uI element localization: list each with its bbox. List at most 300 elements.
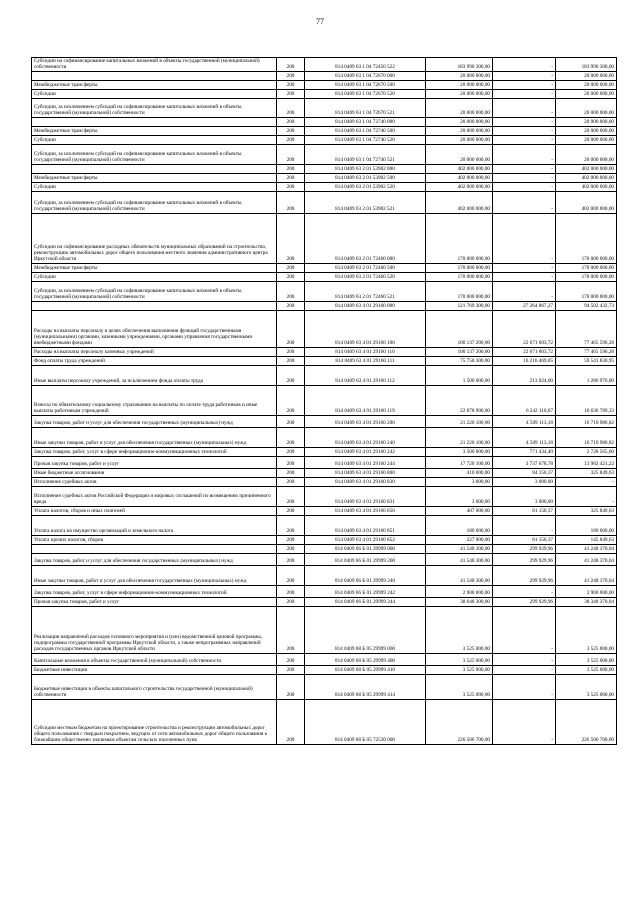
cell-c: 41 248 370,04	[556, 544, 617, 553]
table-row	[32, 606, 617, 653]
table-row	[32, 674, 617, 699]
cell-adm: 200	[277, 310, 305, 347]
cell-code: 814 0409 68 Б 05 29999 000	[305, 606, 426, 653]
cell-c: 2 728 565,60	[556, 447, 617, 456]
cell-name: Исполнение судебных актов Российской Федерации и мировых соглашений по возмещению причиненного вреда	[32, 486, 277, 506]
table-row	[32, 653, 617, 665]
cell-name: Субсидии, за исключением субсидий на софинансирование капитальных вложений в объекты государственной (муниципальной) собственности	[32, 281, 277, 301]
cell-c: 20 000 000,00	[556, 135, 617, 144]
table-row	[32, 98, 617, 117]
cell-code: 814 0409 63 2 01 72460 520	[305, 272, 426, 281]
cell-c: 183 990 300,00	[556, 58, 617, 72]
cell-b: -	[493, 164, 556, 173]
cell-a: 21 220 100,00	[426, 427, 493, 447]
cell-a: 170 000 000,00	[426, 263, 493, 272]
cell-b: 3 000,00	[493, 486, 556, 506]
cell-a: 1 500 000,00	[426, 365, 493, 385]
cell-b: -	[493, 606, 556, 653]
cell-name: Расходы на выплаты персоналу казенных учреждений	[32, 347, 277, 356]
cell-name: Субсидии, за исключением субсидий на софинансирование капитальных вложений в объекты государственной (муниципальной) собственности	[32, 98, 277, 117]
cell-code: 814 0409 63 1 04 72670 500	[305, 80, 426, 89]
cell-b: -	[493, 272, 556, 281]
table-row	[32, 535, 617, 544]
table-row	[32, 89, 617, 98]
cell-name: Субсидии на софинансирование капитальных вложений в объекты государственной (муниципальной) собственности	[32, 58, 277, 72]
cell-name: Капитальные вложения в объекты государственной (муниципальной) собственности	[32, 653, 277, 665]
cell-code: 814 0409 63 2 01 53902 500	[305, 173, 426, 182]
cell-adm: 200	[277, 182, 305, 191]
cell-a: 183 990 300,00	[426, 58, 493, 72]
cell-a: 402 000 000,00	[426, 191, 493, 213]
cell-name: Межбюджетные трансферты	[32, 173, 277, 182]
cell-a: 100 137 200,00	[426, 310, 493, 347]
cell-code: 814 0409 66 Б 01 29999 000	[305, 544, 426, 553]
cell-b: 22 671 603,72	[493, 310, 556, 347]
cell-a: 170 000 000,00	[426, 272, 493, 281]
cell-code: 814 0409 68 Б 05 29999 400	[305, 653, 426, 665]
cell-a: 3 525 000,00	[426, 674, 493, 699]
cell-c: 20 000 000,00	[556, 117, 617, 126]
cell-c: 226 506 700,00	[556, 699, 617, 744]
table-row	[32, 310, 617, 347]
cell-b: -	[493, 653, 556, 665]
cell-code: 814 0409 63 4 01 29160 111	[305, 356, 426, 365]
cell-b: -	[493, 281, 556, 301]
cell-adm: 200	[277, 585, 305, 597]
table-row	[32, 356, 617, 365]
cell-code: 814 0409 68 Б 05 29999 414	[305, 674, 426, 699]
table-row	[32, 447, 617, 456]
cell-code: 814 0409 66 Б 01 29999 244	[305, 597, 426, 606]
table-row	[32, 263, 617, 272]
cell-a: 22 878 900,00	[426, 385, 493, 415]
cell-b: 16 216 469,05	[493, 356, 556, 365]
cell-c: 41 248 370,04	[556, 565, 617, 585]
cell-c: 20 000 000,00	[556, 98, 617, 117]
cell-c: 145 849,63	[556, 535, 617, 544]
cell-b: -	[493, 699, 556, 744]
cell-c: 2 900 000,00	[556, 585, 617, 597]
cell-a: 20 000 000,00	[426, 126, 493, 135]
cell-name	[32, 301, 277, 310]
cell-name	[32, 164, 277, 173]
table-row	[32, 58, 617, 72]
cell-name: Субсидии на софинансирование расходных обязательств муниципальных образований на строительство, реконструкцию автомобильных дорог общего пользования местного значения административного центра Иркутской области	[32, 213, 277, 263]
cell-code: 814 0409 63 1 04 72450 522	[305, 58, 426, 72]
cell-code: 814 0409 68 Б 05 72530 000	[305, 699, 426, 744]
cell-b: 81 150,37	[493, 506, 556, 515]
table-row	[32, 468, 617, 477]
cell-name: Субсидии, за исключением субсидий на софинансирование капитальных вложений в объекты государственной (муниципальной) собственности	[32, 144, 277, 164]
cell-adm: 200	[277, 468, 305, 477]
cell-name: Расходы на выплаты персоналу в целях обеспечения выполнения функций государственными (муниципальными) органами, казенными учреждениями, органами управления государственными внебюджетными фондами	[32, 310, 277, 347]
table-row	[32, 80, 617, 89]
cell-adm: 200	[277, 301, 305, 310]
cell-name: Межбюджетные трансферты	[32, 126, 277, 135]
cell-c: 59 541 830,95	[556, 356, 617, 365]
cell-name: Межбюджетные трансферты	[32, 80, 277, 89]
table-row	[32, 191, 617, 213]
cell-name: Субсидии	[32, 135, 277, 144]
cell-b: -	[493, 674, 556, 699]
cell-adm: 200	[277, 263, 305, 272]
cell-c: 170 000 000,00	[556, 213, 617, 263]
cell-c: 180 000,00	[556, 515, 617, 535]
cell-c: 20 000 000,00	[556, 80, 617, 89]
cell-name: Субсидии	[32, 89, 277, 98]
cell-adm: 200	[277, 506, 305, 515]
cell-name: Иные выплаты персоналу учреждений, за исключением фонда оплаты труда	[32, 365, 277, 385]
table-row	[32, 144, 617, 164]
cell-name	[32, 544, 277, 553]
cell-c: 325 849,63	[556, 468, 617, 477]
cell-name: Субсидии местным бюджетам на проектирование строительства и реконструкции автомобильных дорог общего пользования с твердым покрытием, ведущих от сети автомобильных дорог общего пользования к ближайшим общественно значимым объектам сельских населенных пунк	[32, 699, 277, 744]
cell-name: Фонд оплаты труда учреждений	[32, 356, 277, 365]
cell-b: 3 000,00	[493, 477, 556, 486]
cell-code: 814 0409 63 4 01 29160 000	[305, 301, 426, 310]
cell-name: Уплата налогов, сборов и иных платежей	[32, 506, 277, 515]
cell-b: 27 264 867,27	[493, 301, 556, 310]
cell-adm: 200	[277, 385, 305, 415]
table-row	[32, 506, 617, 515]
cell-b: -	[493, 515, 556, 535]
cell-c: 1 286 976,00	[556, 365, 617, 385]
cell-code: 814 0409 63 1 04 72740 000	[305, 117, 426, 126]
cell-name: Межбюджетные трансферты	[32, 263, 277, 272]
cell-b: -	[493, 263, 556, 272]
table-row	[32, 456, 617, 468]
cell-adm: 200	[277, 347, 305, 356]
table-row	[32, 665, 617, 674]
table-row	[32, 365, 617, 385]
table-row	[32, 117, 617, 126]
cell-c: 20 000 000,00	[556, 126, 617, 135]
cell-c: 170 000 000,00	[556, 281, 617, 301]
cell-adm: 200	[277, 356, 305, 365]
table-row	[32, 585, 617, 597]
cell-adm: 200	[277, 565, 305, 585]
cell-code: 814 0409 63 4 01 29160 100	[305, 310, 426, 347]
cell-adm: 200	[277, 477, 305, 486]
cell-adm: 200	[277, 80, 305, 89]
cell-adm: 200	[277, 674, 305, 699]
cell-c: 77 465 596,28	[556, 347, 617, 356]
cell-a: 180 000,00	[426, 515, 493, 535]
table-row	[32, 553, 617, 565]
cell-a: 121 769 300,00	[426, 301, 493, 310]
cell-code: 814 0409 68 Б 05 29999 410	[305, 665, 426, 674]
cell-name: Иные закупки товаров, работ и услуг для обеспечения государственных (муниципальных) нужд	[32, 565, 277, 585]
table-row	[32, 427, 617, 447]
cell-b: 6 242 110,67	[493, 385, 556, 415]
cell-a: 3 000,00	[426, 477, 493, 486]
cell-b: -	[493, 144, 556, 164]
cell-c: 3 525 000,00	[556, 674, 617, 699]
table-row	[32, 272, 617, 281]
cell-adm: 200	[277, 515, 305, 535]
table-row	[32, 213, 617, 263]
cell-a: 20 000 000,00	[426, 71, 493, 80]
cell-adm: 200	[277, 606, 305, 653]
cell-c: 20 000 000,00	[556, 144, 617, 164]
cell-adm: 200	[277, 365, 305, 385]
table-row	[32, 126, 617, 135]
table-row	[32, 515, 617, 535]
cell-b: 299 929,96	[493, 553, 556, 565]
table-row	[32, 281, 617, 301]
cell-a: 20 000 000,00	[426, 89, 493, 98]
cell-adm: 200	[277, 553, 305, 565]
cell-name: Иные закупки товаров, работ и услуг для обеспечения государственных (муниципальных) нужд	[32, 427, 277, 447]
table-row	[32, 565, 617, 585]
cell-code: 814 0409 63 4 01 29160 110	[305, 347, 426, 356]
cell-name: Прочая закупка товаров, работ и услуг	[32, 597, 277, 606]
cell-code: 814 0409 63 1 04 72740 500	[305, 126, 426, 135]
cell-adm: 200	[277, 653, 305, 665]
cell-b: -	[493, 191, 556, 213]
cell-c: 20 000 000,00	[556, 89, 617, 98]
cell-c: 16 636 789,33	[556, 385, 617, 415]
table-row	[32, 477, 617, 486]
cell-adm: 200	[277, 191, 305, 213]
cell-b: -	[493, 126, 556, 135]
table-row	[32, 164, 617, 173]
cell-a: 410 000,00	[426, 468, 493, 477]
cell-adm: 200	[277, 427, 305, 447]
cell-c: 16 710 986,82	[556, 427, 617, 447]
cell-a: 3 525 000,00	[426, 653, 493, 665]
cell-a: 17 720 100,00	[426, 456, 493, 468]
cell-adm: 200	[277, 71, 305, 80]
cell-a: 21 220 100,00	[426, 415, 493, 427]
cell-adm: 200	[277, 58, 305, 72]
cell-adm: 200	[277, 597, 305, 606]
cell-c: 13 982 421,22	[556, 456, 617, 468]
cell-name: Субсидии	[32, 272, 277, 281]
cell-name: Бюджетные инвестиции в объекты капитального строительства государственной (муниципальной) собственности	[32, 674, 277, 699]
cell-name	[32, 71, 277, 80]
cell-name: Реализация направлений расходов основного мероприятия и (или) ведомственной целевой программы, подпрограммы государственной программы Иркутской области, а также непрограммных направлений расходов государственных органов Иркутской области	[32, 606, 277, 653]
cell-name: Закупка товаров, работ, услуг в сфере информационно-коммуникационных технологий	[32, 447, 277, 456]
table-row	[32, 486, 617, 506]
cell-c: 16 710 986,82	[556, 415, 617, 427]
cell-a: 38 648 300,00	[426, 597, 493, 606]
cell-a: 402 000 000,00	[426, 182, 493, 191]
cell-code: 814 0409 63 1 04 72740 520	[305, 135, 426, 144]
cell-code: 814 0409 63 4 01 29160 119	[305, 385, 426, 415]
cell-c: 94 502 432,73	[556, 301, 617, 310]
cell-b: 81 150,37	[493, 535, 556, 544]
cell-code: 814 0409 63 4 01 29160 240	[305, 427, 426, 447]
cell-code: 814 0409 63 2 01 72460 000	[305, 213, 426, 263]
cell-name	[32, 117, 277, 126]
cell-c: 3 525 000,00	[556, 606, 617, 653]
cell-code: 814 0409 63 4 01 29160 851	[305, 515, 426, 535]
cell-code: 814 0409 63 2 01 72460 500	[305, 263, 426, 272]
table-body	[32, 58, 617, 745]
cell-c: 38 348 370,04	[556, 597, 617, 606]
cell-c: 402 000 000,00	[556, 182, 617, 191]
table-row	[32, 415, 617, 427]
cell-code: 814 0409 63 4 01 29160 242	[305, 447, 426, 456]
cell-adm: 200	[277, 144, 305, 164]
cell-a: 41 548 300,00	[426, 565, 493, 585]
cell-b: 299 929,96	[493, 565, 556, 585]
table-row	[32, 544, 617, 553]
cell-code: 814 0409 63 4 01 29160 800	[305, 468, 426, 477]
cell-c: 41 248 370,04	[556, 553, 617, 565]
cell-code: 814 0409 66 Б 01 29999 200	[305, 553, 426, 565]
cell-code: 814 0409 63 4 01 29160 244	[305, 456, 426, 468]
cell-c: 20 000 000,00	[556, 71, 617, 80]
cell-name: Закупка товаров, работ и услуг для обеспечения государственных (муниципальных) нужд	[32, 553, 277, 565]
cell-code: 814 0409 63 2 01 72460 521	[305, 281, 426, 301]
cell-code: 814 0409 63 4 01 29160 852	[305, 535, 426, 544]
table-row	[32, 699, 617, 744]
cell-code: 814 0409 63 4 01 29160 830	[305, 477, 426, 486]
cell-name: Прочая закупка товаров, работ и услуг	[32, 456, 277, 468]
table-row	[32, 173, 617, 182]
cell-adm: 200	[277, 272, 305, 281]
cell-adm: 200	[277, 281, 305, 301]
cell-c: 170 000 000,00	[556, 263, 617, 272]
cell-b: 3 737 678,78	[493, 456, 556, 468]
cell-code: 814 0409 63 4 01 29160 831	[305, 486, 426, 506]
cell-name: Уплата налога на имущество организаций и земельного налога	[32, 515, 277, 535]
cell-adm: 200	[277, 164, 305, 173]
cell-a: 20 000 000,00	[426, 135, 493, 144]
cell-b: -	[493, 117, 556, 126]
cell-b: 299 929,96	[493, 544, 556, 553]
cell-code: 814 0409 63 2 01 53902 000	[305, 164, 426, 173]
cell-a: 20 000 000,00	[426, 98, 493, 117]
cell-adm: 200	[277, 98, 305, 117]
cell-code: 814 0409 66 Б 01 29999 240	[305, 565, 426, 585]
table-row	[32, 182, 617, 191]
cell-name: Исполнение судебных актов	[32, 477, 277, 486]
cell-b: 84 150,37	[493, 468, 556, 477]
cell-c: 402 000 000,00	[556, 191, 617, 213]
cell-a: 3 500 000,00	[426, 447, 493, 456]
cell-b: 4 509 113,18	[493, 427, 556, 447]
cell-c: 402 000 000,00	[556, 173, 617, 182]
cell-code: 814 0409 63 2 01 53902 520	[305, 182, 426, 191]
cell-b: 22 671 603,72	[493, 347, 556, 356]
cell-code: 814 0409 63 4 01 29160 200	[305, 415, 426, 427]
cell-a: 3 525 000,00	[426, 665, 493, 674]
table-row	[32, 71, 617, 80]
cell-a: 3 525 000,00	[426, 606, 493, 653]
cell-b: -	[493, 135, 556, 144]
cell-code: 814 0409 63 4 01 29160 112	[305, 365, 426, 385]
cell-a: 75 758 300,00	[426, 356, 493, 365]
cell-adm: 200	[277, 173, 305, 182]
cell-c: 325 849,63	[556, 506, 617, 515]
cell-a: 170 000 000,00	[426, 281, 493, 301]
cell-c: 3 525 000,00	[556, 665, 617, 674]
table-row	[32, 135, 617, 144]
cell-adm: 200	[277, 535, 305, 544]
cell-name: Субсидии, за исключением субсидий на софинансирование капитальных вложений в объекты государственной (муниципальной) собственности	[32, 191, 277, 213]
cell-c: 170 000 000,00	[556, 272, 617, 281]
cell-adm: 200	[277, 544, 305, 553]
cell-b: -	[493, 182, 556, 191]
cell-a: 407 000,00	[426, 506, 493, 515]
cell-code: 814 0409 63 1 04 72740 521	[305, 144, 426, 164]
cell-a: 41 548 300,00	[426, 553, 493, 565]
cell-b: -	[493, 213, 556, 263]
cell-name: Иные бюджетные ассигнования	[32, 468, 277, 477]
cell-b: 771 434,40	[493, 447, 556, 456]
table-row	[32, 385, 617, 415]
cell-c: 3 525 000,00	[556, 653, 617, 665]
cell-name: Бюджетные инвестиции	[32, 665, 277, 674]
cell-code: 814 0409 66 Б 01 29999 242	[305, 585, 426, 597]
cell-b: -	[493, 173, 556, 182]
budget-table	[31, 57, 617, 745]
cell-adm: 200	[277, 415, 305, 427]
cell-a: 402 000 000,00	[426, 173, 493, 182]
cell-a: 227 000,00	[426, 535, 493, 544]
cell-c: -	[556, 477, 617, 486]
table-row	[32, 597, 617, 606]
cell-b: 299 929,96	[493, 597, 556, 606]
cell-b: -	[493, 89, 556, 98]
cell-c: -	[556, 486, 617, 506]
cell-name: Закупка товаров, работ и услуг для обеспечения государственных (муниципальных) нужд	[32, 415, 277, 427]
cell-code: 814 0409 63 1 04 72670 521	[305, 98, 426, 117]
cell-name: Уплата прочих налогов, сборов	[32, 535, 277, 544]
cell-c: 402 000 000,00	[556, 164, 617, 173]
cell-a: 170 000 000,00	[426, 213, 493, 263]
cell-b: -	[493, 98, 556, 117]
cell-b: 4 509 113,18	[493, 415, 556, 427]
cell-name: Закупка товаров, работ, услуг в сфере информационно-коммуникационных технологий	[32, 585, 277, 597]
page-number: 77	[316, 17, 324, 26]
cell-b: -	[493, 665, 556, 674]
cell-adm: 200	[277, 213, 305, 263]
cell-c: 77 465 596,28	[556, 310, 617, 347]
cell-adm: 200	[277, 89, 305, 98]
cell-adm: 200	[277, 447, 305, 456]
cell-a: 2 900 000,00	[426, 585, 493, 597]
cell-code: 814 0409 63 1 04 72670 000	[305, 71, 426, 80]
cell-adm: 200	[277, 699, 305, 744]
cell-code: 814 0409 63 1 04 72670 520	[305, 89, 426, 98]
table-row	[32, 301, 617, 310]
cell-b: -	[493, 80, 556, 89]
cell-adm: 200	[277, 135, 305, 144]
cell-adm: 200	[277, 126, 305, 135]
cell-a: 100 137 200,00	[426, 347, 493, 356]
cell-code: 814 0409 63 2 01 53902 521	[305, 191, 426, 213]
cell-a: 20 000 000,00	[426, 144, 493, 164]
cell-a: 41 548 300,00	[426, 544, 493, 553]
cell-a: 226 506 700,00	[426, 699, 493, 744]
cell-adm: 200	[277, 117, 305, 126]
cell-a: 20 000 000,00	[426, 117, 493, 126]
cell-b: 213 024,00	[493, 365, 556, 385]
cell-b: -	[493, 585, 556, 597]
table-row	[32, 347, 617, 356]
cell-a: 402 000 000,00	[426, 164, 493, 173]
cell-adm: 200	[277, 665, 305, 674]
cell-a: 20 000 000,00	[426, 80, 493, 89]
cell-code: 814 0409 63 4 01 29160 850	[305, 506, 426, 515]
cell-adm: 200	[277, 456, 305, 468]
cell-name: Субсидии	[32, 182, 277, 191]
cell-name: Взносы по обязательному социальному страхованию на выплаты по оплате труда работников и иные выплаты работникам учреждений	[32, 385, 277, 415]
